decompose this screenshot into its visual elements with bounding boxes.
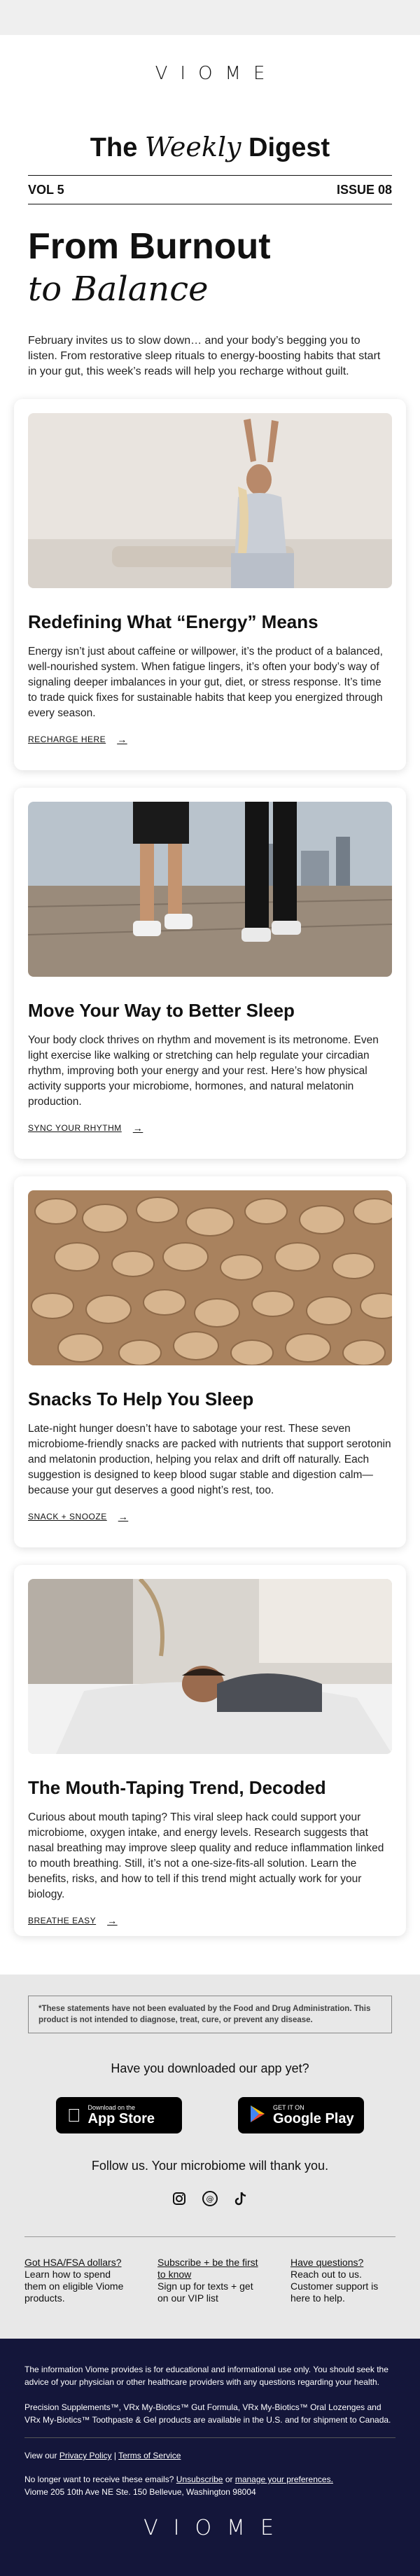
legal-footer	[0, 2339, 420, 2576]
recharge-here-link[interactable]	[28, 734, 127, 745]
app-question: Have you downloaded our app yet?	[111, 2061, 309, 2075]
no-longer-text: No longer want to receive these emails?	[24, 2474, 176, 2484]
google-play-badge[interactable]	[238, 2097, 364, 2133]
article-image-pistachios[interactable]	[28, 1190, 392, 1365]
terms-link[interactable]: Terms of Service	[118, 2451, 181, 2460]
cta-label: SYNC YOUR RHYTHM	[28, 1123, 122, 1133]
apple-icon	[67, 2105, 81, 2126]
article-body: Curious about mouth taping? This viral sleep hack could support your microbiome, oxygen intake, and energy levels. Research suggests that nasal breathing may improve sleep quality and reduce inflammation linked to mouth breathing. Still, it’s not a one-size-fits-all solution. Learn the benefits, risks, and how to tell if this trend might actually work for your biology.	[28, 1811, 384, 1900]
title-pre: The	[90, 133, 145, 162]
social-icons	[0, 2190, 420, 2207]
manage-preferences-link[interactable]: manage your preferences.	[234, 2474, 333, 2484]
article-body: Energy isn’t just about caffeine or willpower, it’s the product of a balanced, well-nourished system. When fatigue lingers, it’s often your body’s way of signaling deeper imbalances in your gut, diet, or stress response. It’s time to trade quick fixes for sustainable habits that keep you energized through every season.	[28, 646, 383, 719]
questions-link[interactable]: Have questions?	[290, 2257, 364, 2268]
volume-bar	[28, 175, 392, 204]
badge-small: Download on the	[74, 2103, 122, 2111]
volume-label: VOL 5	[28, 182, 64, 197]
arrow-right-icon: →	[107, 1915, 118, 1926]
legal-info: The information Viome provides is for educational and informational use only. You should seek the advice of your physician or other healthcare providers with any questions regarding your health.	[24, 2365, 388, 2387]
hero-intro: February invites us to slow down… and your body’s begging you to listen. From restorative sleep rituals to energy-boosting habits that start in your gut, this week’s reads will help you recharge without guilt.	[28, 335, 381, 377]
article-card-mouth-taping	[14, 1565, 406, 1936]
badge-text	[74, 2103, 155, 2127]
footer-logo[interactable]	[24, 2516, 396, 2540]
brand-logo[interactable]	[0, 35, 420, 119]
hero-subheadline: to Balance	[28, 270, 209, 309]
article-title: Snacks To Help You Sleep	[28, 1388, 254, 1409]
arrow-right-icon: →	[132, 1122, 144, 1134]
or-text: or	[223, 2474, 235, 2484]
newsletter-title	[0, 119, 420, 175]
article-body: Late-night hunger doesn’t have to sabotage your rest. These seven microbiome-friendly snacks are packed with nutrients that support serotonin and melatonin production, helping you relax and drift off naturally. Each suggestion is designed to keep blood sugar stable and digestion calm—because your gut deserves a good night’s rest, too.	[28, 1423, 391, 1496]
article-body: Your body clock thrives on rhythm and movement is its metronome. Even light exercise like walking or stretching can help regulate your circadian rhythm, improving both your energy and your rest. Here’s how physical activity supports your microbiome, hormones, and natural melatonin production.	[28, 1034, 379, 1108]
app-badges	[0, 2097, 420, 2133]
sync-your-rhythm-link[interactable]	[28, 1122, 143, 1134]
footer-columns	[24, 2236, 396, 2304]
google-play-icon	[249, 2105, 266, 2126]
arrow-right-icon: →	[118, 1511, 129, 1522]
policy-links	[24, 2449, 396, 2462]
fda-disclaimer: *These statements have not been evaluated by the Food and Drug Administration. This product is not intended to diagnose, treat, cure, or prevent any disease.	[28, 1996, 392, 2033]
title-em: Weekly	[144, 132, 241, 162]
badge-text	[273, 2104, 354, 2127]
company-address: Viome 205 10th Ave NE Ste. 150 Bellevue, Washington 98004	[24, 2487, 256, 2497]
article-image-stretching-woman[interactable]	[28, 413, 392, 588]
title-post: Digest	[241, 133, 330, 162]
breathe-easy-link[interactable]	[28, 1915, 118, 1926]
article-image-runners[interactable]	[28, 802, 392, 977]
article-card-sleep-movement	[14, 788, 406, 1159]
separator: |	[111, 2451, 119, 2460]
article-title: Move Your Way to Better Sleep	[28, 1000, 295, 1021]
threads-icon[interactable]	[202, 2190, 218, 2207]
subscribe-text: Sign up for texts + get on our VIP list	[158, 2281, 253, 2304]
logo-text: VIOME	[144, 2516, 289, 2540]
legal-products: Precision Supplements™, VRx My-Biotics™ Gut Formula, VRx My-Biotics™ Oral Lozenges and VRx My-Biotics™ Toothpaste & Gel products are available in the U.S. and for shipment to Canada.	[24, 2402, 391, 2425]
cta-label: SNACK + SNOOZE	[28, 1512, 107, 1522]
subscribe-link[interactable]: Subscribe + be the first to know	[158, 2257, 258, 2280]
follow-text: Follow us. Your microbiome will thank you.	[91, 2159, 329, 2173]
view-our-text: View our	[24, 2451, 59, 2460]
footer-section	[0, 1975, 420, 2339]
instagram-icon[interactable]	[171, 2190, 188, 2207]
snack-snooze-link[interactable]	[28, 1511, 128, 1522]
subscribe-column	[158, 2257, 262, 2304]
article-title: Redefining What “Energy” Means	[28, 611, 318, 632]
article-card-energy	[14, 399, 406, 770]
app-store-badge[interactable]	[56, 2097, 182, 2133]
questions-text: Reach out to us. Customer support is here to help.	[290, 2269, 379, 2304]
unsubscribe-link[interactable]: Unsubscribe	[176, 2474, 223, 2484]
cta-label: BREATHE EASY	[28, 1916, 97, 1926]
privacy-policy-link[interactable]: Privacy Policy	[59, 2451, 112, 2460]
hsa-fsa-link[interactable]: Got HSA/FSA dollars?	[24, 2257, 122, 2268]
arrow-right-icon: →	[117, 734, 127, 745]
logo-text: VIOME	[155, 63, 278, 84]
badge-big: Google Play	[273, 2110, 354, 2126]
questions-column	[290, 2257, 396, 2304]
top-band	[0, 0, 420, 35]
tiktok-icon[interactable]	[232, 2190, 249, 2207]
hsa-fsa-text: Learn how to spend them on eligible Viome products.	[24, 2269, 124, 2304]
unsubscribe-line	[24, 2473, 396, 2486]
cta-label: RECHARGE HERE	[28, 734, 106, 744]
divider	[24, 2437, 396, 2438]
hsa-fsa-column	[24, 2257, 130, 2304]
badge-small: GET IT ON	[273, 2103, 304, 2111]
issue-label: ISSUE 08	[336, 182, 392, 197]
article-title: The Mouth-Taping Trend, Decoded	[28, 1777, 326, 1798]
article-image-sleeping-man[interactable]	[28, 1579, 392, 1754]
hero-headline: From Burnout	[28, 226, 271, 267]
article-card-snacks	[14, 1176, 406, 1547]
badge-big: App Store	[74, 2110, 141, 2126]
svg-text:@: @	[206, 2194, 214, 2203]
